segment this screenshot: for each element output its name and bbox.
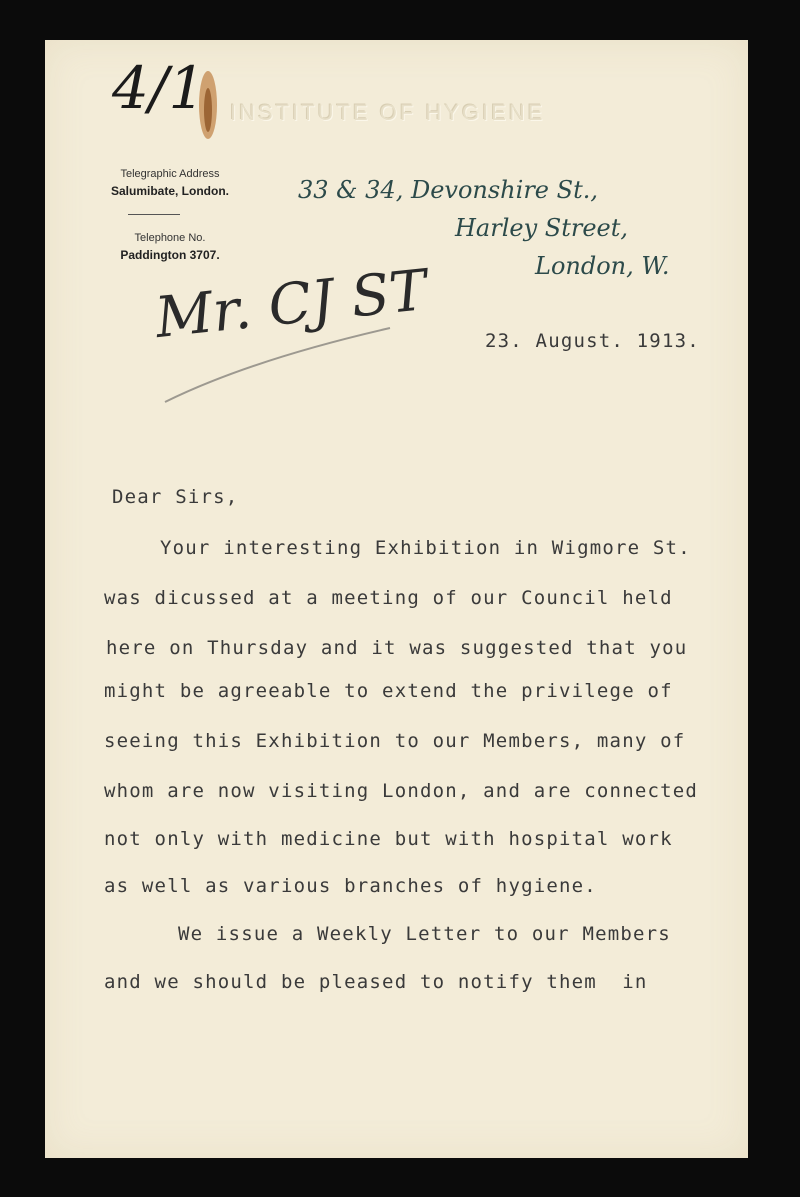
body-line: was dicussed at a meeting of our Council held (104, 587, 673, 609)
address-line-3: London, W. (535, 252, 670, 280)
body-line: not only with medicine but with hospital work (104, 828, 673, 850)
letterhead-divider (128, 214, 180, 215)
telegraphic-address: Salumibate, London. (110, 184, 229, 198)
body-line: might be agreeable to extend the privilege of (104, 680, 673, 702)
body-line: Your interesting Exhibition in Wigmore St. (160, 537, 691, 559)
body-line: whom are now visiting London, and are connected (104, 780, 699, 802)
body-line: We issue a Weekly Letter to our Members (178, 923, 671, 945)
telegraphic-label: Telegraphic Address (120, 168, 220, 180)
embossed-institute-name: INSTITUTE OF HYGIENE (230, 100, 546, 125)
body-line: here on Thursday and it was suggested that you (106, 637, 688, 659)
address-line-2: Harley Street, (455, 214, 629, 242)
folio-mark: 4/1 (112, 54, 206, 122)
letter-date: 23. August. 1913. (485, 330, 700, 352)
telephone-number: Paddington 3707. (120, 248, 220, 262)
body-line: as well as various branches of hygiene. (104, 875, 597, 897)
address-line-1: 33 & 34, Devonshire St., (298, 176, 598, 204)
body-line: seeing this Exhibition to our Members, many of (104, 730, 686, 752)
salutation: Dear Sirs, (112, 486, 239, 508)
pencil-annotation: Mr. CJ ST (152, 257, 431, 352)
body-line: and we should be pleased to notify them in (104, 971, 648, 993)
telephone-label: Telephone No. (134, 232, 206, 244)
pencil-stroke (160, 320, 400, 410)
